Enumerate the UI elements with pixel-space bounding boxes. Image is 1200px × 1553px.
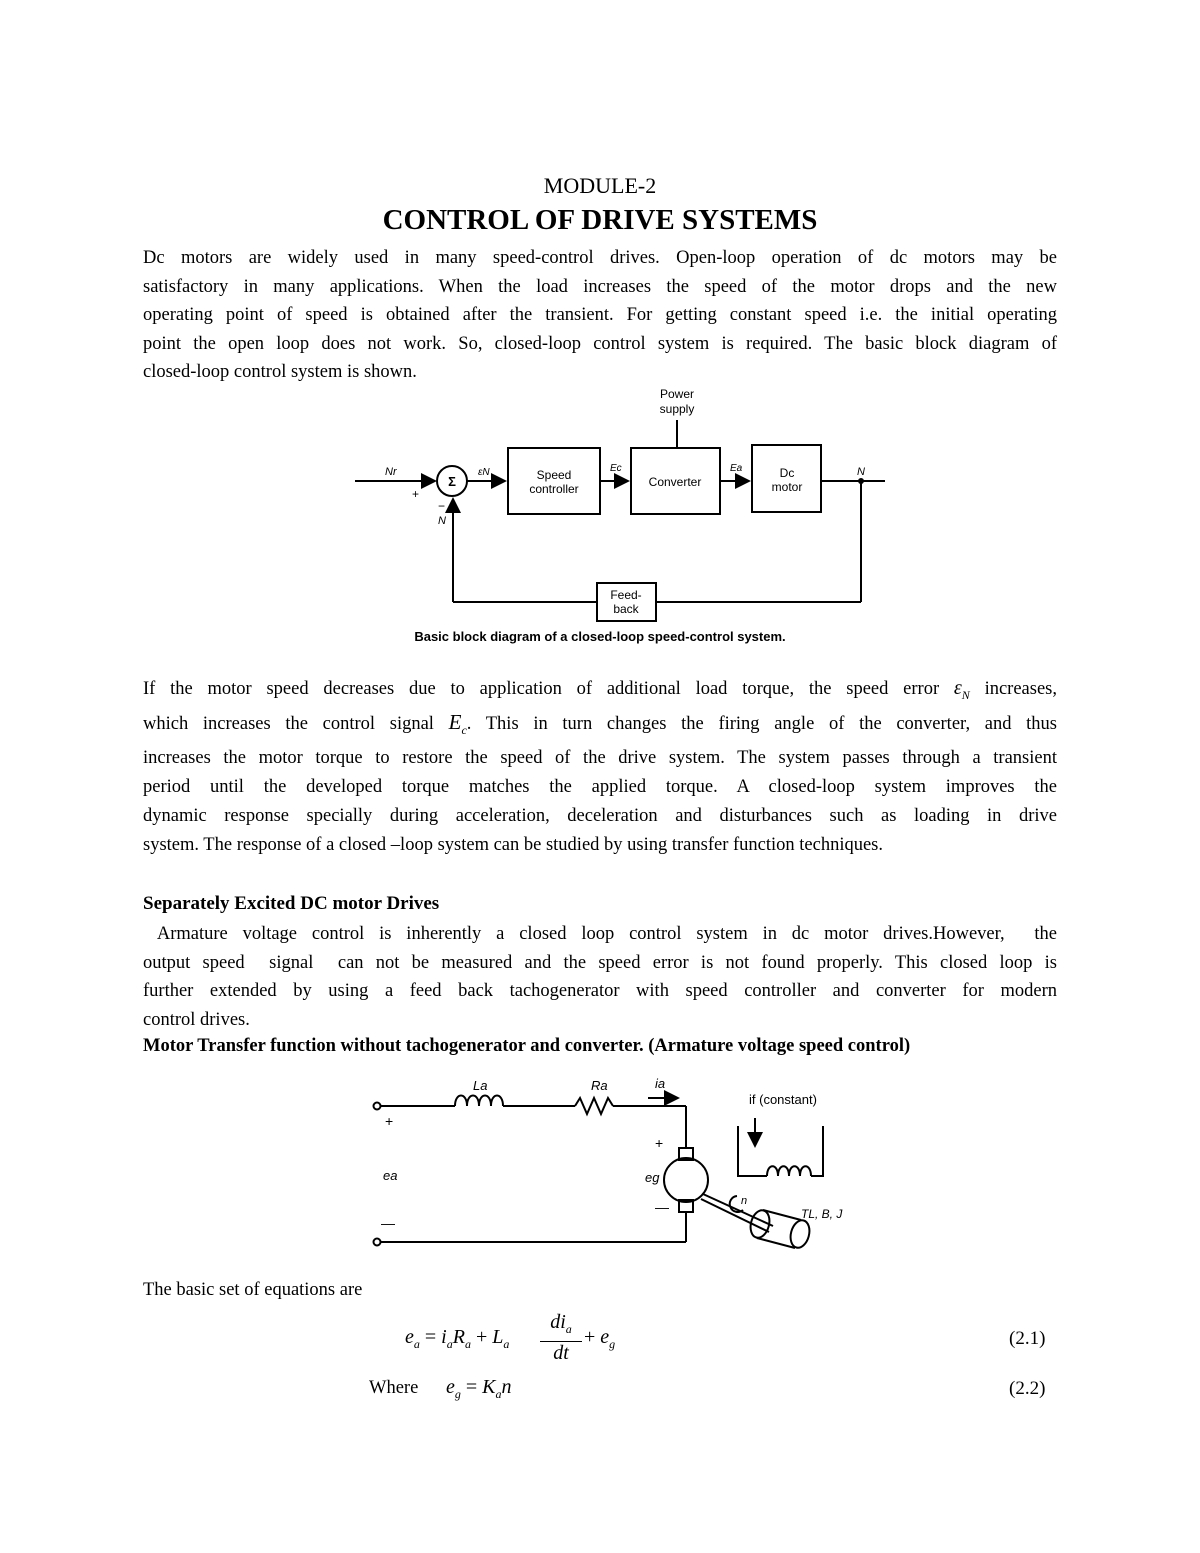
eq-subscript: g xyxy=(609,1337,616,1351)
plus-sign: + xyxy=(385,1113,394,1129)
page-title: CONTROL OF DRIVE SYSTEMS xyxy=(382,204,818,236)
resistance-label: Ra xyxy=(591,1078,608,1093)
eq-operator: + xyxy=(470,1326,493,1348)
eq-subscript: a xyxy=(495,1387,502,1401)
subscript: c xyxy=(461,723,467,738)
power-supply-label: Power xyxy=(659,387,695,401)
response-line: dynamic response specially during acceleration, deceleration and disturbances such as loading in drive xyxy=(143,806,1057,826)
eq-term: R xyxy=(452,1326,465,1348)
text-fragment: increases, xyxy=(984,679,1057,699)
sum-symbol: Σ xyxy=(448,474,456,489)
load-cylinder xyxy=(748,1208,773,1240)
eq-term: e xyxy=(446,1376,455,1398)
equations-intro: The basic set of equations are xyxy=(143,1280,363,1300)
minus-sign: — xyxy=(381,1215,395,1231)
block-diagram xyxy=(340,385,900,630)
eq-subscript: a xyxy=(565,1322,572,1336)
feedback-label: back xyxy=(613,602,639,616)
text-fragment: If the motor speed decreases due to application of additional load torque, the speed error xyxy=(143,679,940,699)
motor-label: motor xyxy=(771,480,803,494)
feedback-label: Feed- xyxy=(610,588,642,602)
fraction-numerator xyxy=(540,1310,582,1342)
section-heading: Separately Excited DC motor Drives xyxy=(143,893,440,914)
eq-term: n xyxy=(501,1376,512,1398)
motor-label: Dc xyxy=(779,466,795,480)
load-label: TL, B, J xyxy=(801,1207,843,1221)
back-emf-label: eg xyxy=(645,1170,660,1185)
response-line: system. The response of a closed –loop system can be studied by using transfer function techniques. xyxy=(143,835,884,855)
control-symbol xyxy=(448,710,467,738)
shaft xyxy=(701,1199,769,1232)
eq-operator: = xyxy=(460,1376,483,1398)
equation-2-1-tail xyxy=(584,1326,615,1352)
power-supply-label: supply xyxy=(659,402,695,416)
error-symbol xyxy=(953,677,970,702)
equation-2-2 xyxy=(446,1376,512,1402)
section-line: control drives. xyxy=(143,1009,250,1030)
eq-subscript: a xyxy=(446,1337,453,1351)
output-signal-label: N xyxy=(857,466,865,478)
intro-line: closed-loop control system is shown. xyxy=(143,362,417,382)
eq-operator: = xyxy=(419,1326,442,1348)
intro-line: Dc motors are widely used in many speed-control drives. Open-loop operation of dc motors may be xyxy=(143,248,1057,268)
armature xyxy=(664,1158,708,1202)
inductance-label: La xyxy=(473,1078,488,1093)
input-signal-label: Nr xyxy=(385,466,397,478)
feedback-signal-label: N xyxy=(438,515,446,527)
speed-controller-label: controller xyxy=(529,482,579,496)
terminal-bottom xyxy=(374,1239,381,1246)
equation-number: (2.2) xyxy=(1009,1378,1046,1399)
where-label: Where xyxy=(369,1378,419,1398)
eq-term: L xyxy=(492,1326,504,1348)
block-diagram-caption: Basic block diagram of a closed-loop speed-control system. xyxy=(414,629,786,644)
section-paragraph xyxy=(143,920,1057,1034)
takeoff-point xyxy=(858,478,864,484)
field-wire xyxy=(811,1126,823,1176)
intro-line: point the open loop does not work. So, closed-loop control system is required. The basic block diagram of xyxy=(143,333,1057,354)
module-label: MODULE-2 xyxy=(543,173,657,198)
response-line: period until the developed torque matches the applied torque. A closed-loop system improves the xyxy=(143,777,1057,797)
current-label: ia xyxy=(655,1076,666,1091)
armature-circuit-diagram xyxy=(365,1070,865,1255)
subscript: N xyxy=(961,688,970,702)
eq-term: i xyxy=(441,1326,447,1348)
section-line: Armature voltage control is inherently a closed loop control system in dc motor drives.However, the xyxy=(143,924,1057,944)
error-signal-label: εN xyxy=(478,467,490,478)
text-fragment: . This in turn changes the firing angle of the converter, and thus xyxy=(466,714,1057,734)
resistor xyxy=(575,1098,613,1114)
inductor xyxy=(455,1096,503,1107)
minus-sign: − xyxy=(438,499,446,513)
eq-term: di xyxy=(550,1311,566,1333)
field-current-label: if (constant) xyxy=(749,1092,817,1107)
eq-subscript: a xyxy=(464,1337,471,1351)
load-cylinder xyxy=(788,1218,813,1250)
section-line: further extended by using a feed back tachogenerator with speed controller and converter for modern xyxy=(143,981,1057,1001)
eq-term: e xyxy=(600,1326,610,1348)
intro-line: operating point of speed is obtained after the transient. For getting constant speed i.e. the initial operating xyxy=(143,305,1057,325)
eq-subscript: a xyxy=(503,1337,510,1351)
plus-sign: + xyxy=(655,1135,664,1151)
minus-sign: — xyxy=(655,1199,669,1215)
eq-subscript: a xyxy=(413,1337,420,1351)
eq-operator: + xyxy=(584,1326,601,1348)
intro-line: satisfactory in many applications. When the load increases the speed of the motor drops and the new xyxy=(143,276,1057,297)
control-signal-label: Ec xyxy=(610,463,622,474)
intro-paragraph xyxy=(143,244,1057,387)
field-wire xyxy=(738,1126,767,1176)
response-line: increases the motor torque to restore the speed of the drive system. The system passes through a transient xyxy=(143,748,1057,768)
response-paragraph xyxy=(143,674,1057,860)
supply-voltage-label: ea xyxy=(383,1168,398,1183)
text-fragment: which increases the control signal xyxy=(143,714,434,734)
response-line xyxy=(143,674,1057,708)
response-line xyxy=(143,708,1057,744)
speed-controller-label: Speed xyxy=(536,468,572,482)
subheading: Motor Transfer function without tachogenerator and converter. (Armature voltage speed control) xyxy=(143,1036,911,1056)
converter-label: Converter xyxy=(648,475,702,489)
plus-sign: + xyxy=(412,487,420,501)
symbol: E xyxy=(448,710,462,734)
fraction-denominator: dt xyxy=(553,1342,569,1364)
field-winding xyxy=(767,1166,811,1176)
section-line: output speed signal can not be measured and the speed error is not found properly. This closed loop is xyxy=(143,952,1057,973)
eq-subscript: g xyxy=(454,1387,461,1401)
eq-term: e xyxy=(405,1326,414,1348)
equation-2-1 xyxy=(405,1326,509,1352)
terminal-top xyxy=(374,1103,381,1110)
armature-signal-label: Ea xyxy=(730,463,743,474)
symbol: ε xyxy=(953,677,962,699)
speed-label: n xyxy=(741,1195,748,1207)
equation-number: (2.1) xyxy=(1009,1328,1046,1349)
eq-term: K xyxy=(482,1376,496,1398)
